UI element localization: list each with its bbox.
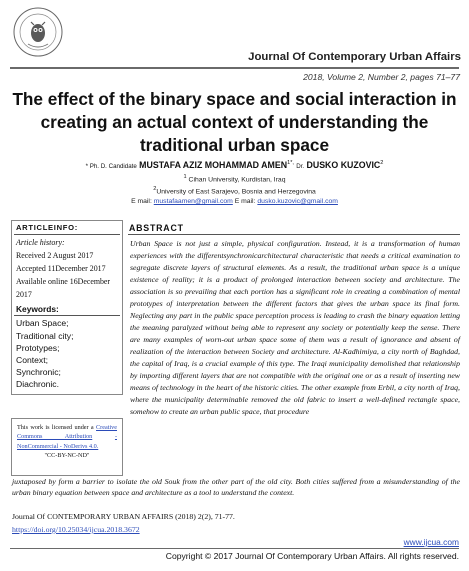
article-history-label: Article history: (16, 238, 65, 247)
journal-name: Journal Of Contemporary Urban Affairs (248, 51, 461, 63)
affiliation-2-sup: 2 (153, 186, 157, 192)
email-link-2[interactable]: dusko.kuzovic@gmail.com (257, 198, 338, 205)
license-text: This work is licensed under a (17, 424, 94, 431)
license-box (11, 418, 123, 476)
email-link-1[interactable]: mustafaamen@gmail.com (153, 198, 233, 205)
available-date-line1: Available online 16December (16, 277, 111, 286)
abstract-divider (128, 234, 460, 235)
affiliation-2-text: University of East Sarajevo, Bosnia and Herzegovina (156, 188, 316, 196)
abstract-continuation: juxtaposed by form a barrier to isolate the old Souk from the other part of the old city. Both cities suffered from a misunderstanding of the urban binary equation between space and architecture as a tool to understand the context. (12, 477, 460, 498)
volume-info: 2018, Volume 2, Number 2, pages 71–77 (303, 72, 460, 82)
keyword-item: Synchronic; (16, 367, 61, 377)
author-separator: *, (290, 160, 294, 167)
doi-link[interactable]: https://doi.org/10.25034/ijcua.2018.3672 (12, 525, 140, 534)
header-divider (10, 67, 459, 69)
available-date-line2: 2017 (16, 290, 32, 299)
author-line (20, 160, 449, 170)
author2-prefix: Dr. (296, 163, 305, 170)
email-label-1: E mail: (131, 198, 152, 205)
received-date: Received 2 August 2017 (16, 251, 94, 260)
footer-divider (10, 548, 459, 549)
accepted-date: Accepted 11December 2017 (16, 264, 106, 273)
license-link-nc[interactable]: - NonCommercial - NoDerivs 4.0. (17, 433, 117, 450)
article-info-divider (14, 234, 120, 235)
email-label-2: E mail: (234, 198, 256, 205)
affiliation-1-sup: 1 (183, 174, 187, 180)
website-link[interactable]: www.ijcua.com (403, 537, 459, 547)
article-info-heading: ARTICLEINFO: (16, 223, 78, 232)
affiliation-2 (20, 186, 449, 195)
keyword-item: Traditional city; (16, 331, 74, 341)
article-title: The effect of the binary space and social interaction in creating an actual context of understanding the traditional urban space (12, 89, 457, 155)
keyword-item: Diachronic. (16, 379, 59, 389)
keyword-item: Context; (16, 355, 49, 365)
affiliation-1-text: Cihan University, Kurdistan, Iraq (188, 176, 286, 184)
journal-logo-seal (12, 6, 64, 58)
copyright-notice: Copyright © 2017 Journal Of Contemporary Urban Affairs. All rights reserved. (165, 551, 459, 561)
abstract-heading: ABSTRACT (129, 223, 184, 233)
author1-sup: 1 (287, 160, 291, 167)
keywords-label: Keywords: (16, 304, 59, 314)
citation-line: Journal Of CONTEMPORARY URBAN AFFAIRS (2018) 2(2), 71-77. (12, 512, 235, 521)
author1-name: MUSTAFA AZIZ MOHAMMAD AMEN (139, 160, 288, 170)
keyword-item: Urban Space; (16, 318, 69, 328)
email-line (20, 198, 449, 205)
keyword-item: Prototypes; (16, 343, 60, 353)
keywords-divider (14, 315, 120, 316)
author2-name: DUSKO KUZOVIC (306, 160, 381, 170)
license-cc-code: "CC-BY-NC-ND" (44, 452, 90, 460)
author2-sup: 2 (380, 160, 384, 167)
author1-prefix: * Ph. D. Candidate (85, 163, 137, 170)
license-link-cc[interactable]: Creative Commons Attribution (17, 424, 118, 441)
affiliation-1 (20, 174, 449, 183)
abstract-body: Urban Space is not just a simple, physical configuration. Instead, it is a transformation of human experiences with the differentsynchronicarchitectural characteristic that needs a critical examination to segregate discrete layers of structural elements. As a result, the traditional urban space is a unique existence of reality; it is a product of prolonged interaction between society and architecture. The association is so prevailing that each portion has a significant role in creating a combination of mental prototypes of interpretation between the different factors that gives the urban space its final form. Neglecting any part in the public space perception process is leading to crash the binary equation letting the meaning paralyzed without being able to represent any society or potentially keep the sense. There are many examples of worn-out urban space some of them was a result of ignorance and absent of realization of the interaction between Society and architecture. Al-Kadhimiya, a city north of Baghdad, the capital of Iraq, is a crucial example of this type. The Iraqi municipality demolished that relationship by importing different layers that are not compatible with the original one or as a result of inserting new means of technology in the heart of the historic cities. The other example from Erbil, a city north of Iraq, where the municipality determinable removed the old fabric to insert a well-defined rectangle space, somehow to create an urban public space, that procedure (130, 239, 460, 416)
